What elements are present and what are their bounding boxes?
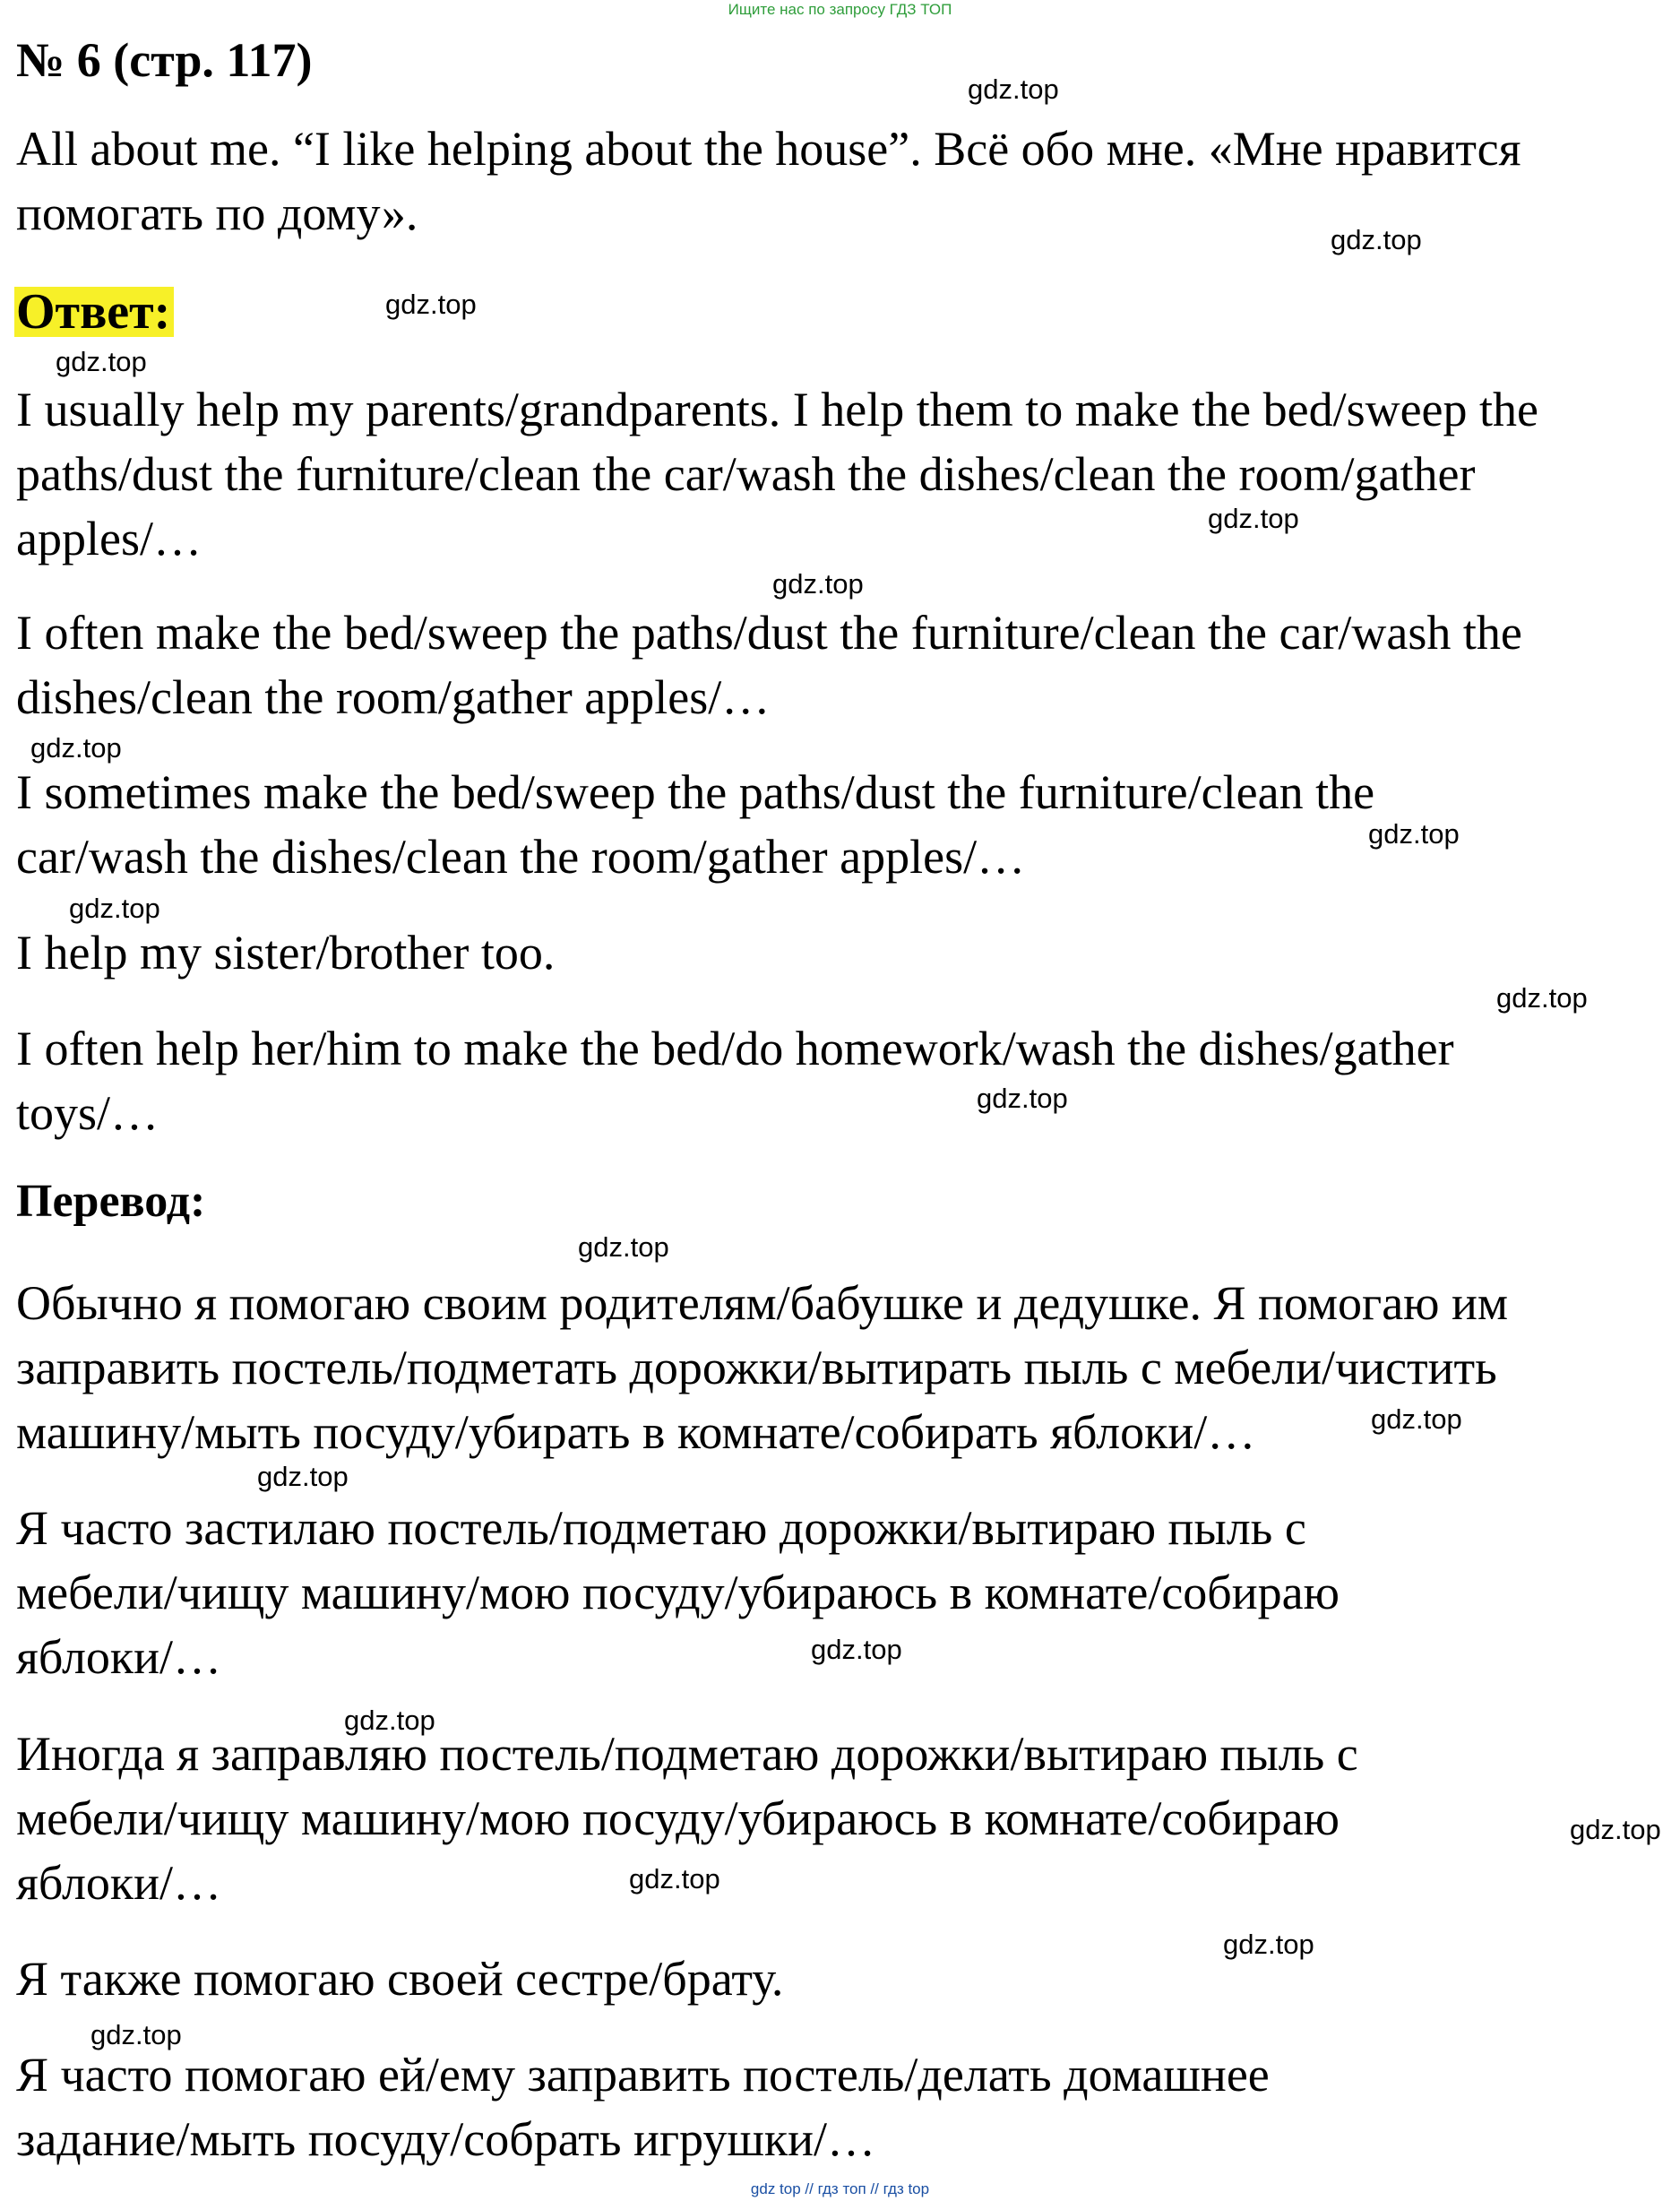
watermark: gdz.top <box>968 73 1059 105</box>
task-text-line: помогать по дому». <box>16 186 418 240</box>
task-text <box>16 117 1674 246</box>
watermark: gdz.top <box>1371 1403 1462 1435</box>
top-banner: Ищите нас по запросу ГДЗ ТОП <box>728 1 952 18</box>
translation-line: яблоки/… <box>16 1856 222 1910</box>
translation-line: Иногда я заправляю постель/подметаю дорожки/вытираю пыль с <box>16 1727 1358 1781</box>
translation-line: Обычно я помогаю своим родителям/бабушке и дедушке. Я помогаю им <box>16 1276 1509 1330</box>
watermark: gdz.top <box>257 1461 349 1492</box>
watermark: gdz.top <box>772 568 864 600</box>
translation-paragraph-4 <box>16 1946 1674 2011</box>
bottom-banner: gdz top // гдз топ // гдз top <box>750 2180 930 2197</box>
answer-line: car/wash the dishes/clean the room/gather apples/… <box>16 830 1026 884</box>
translation-line: задание/мыть посуду/собрать игрушки/… <box>16 2112 876 2166</box>
answer-line: I often help her/him to make the bed/do homework/wash the dishes/gather <box>16 1022 1454 1075</box>
watermark: gdz.top <box>90 2019 182 2050</box>
watermark: gdz.top <box>811 1634 902 1665</box>
watermark: gdz.top <box>1570 1814 1661 1845</box>
watermark: gdz.top <box>1223 1929 1314 1960</box>
watermark: gdz.top <box>977 1083 1068 1114</box>
watermark: gdz.top <box>30 732 122 764</box>
translation-paragraph-1 <box>16 1271 1674 1464</box>
answer-line: apples/… <box>16 512 202 565</box>
watermark: gdz.top <box>1331 224 1422 255</box>
watermark: gdz.top <box>56 346 147 377</box>
translation-line: Я часто помогаю ей/ему заправить постель/делать домашнее <box>16 2048 1270 2102</box>
answer-line: paths/dust the furniture/clean the car/wash the dishes/clean the room/gather <box>16 447 1476 501</box>
task-text-line: All about me. “I like helping about the house”. Всё обо мне. «Мне нравится <box>16 122 1521 176</box>
watermark: gdz.top <box>1368 818 1460 850</box>
answer-line: dishes/clean the room/gather apples/… <box>16 670 771 724</box>
translation-line: Я часто застилаю постель/подметаю дорожки/вытираю пыль с <box>16 1501 1306 1555</box>
answer-paragraph-1 <box>16 377 1674 571</box>
watermark: gdz.top <box>1496 982 1588 1014</box>
answer-line: I usually help my parents/grandparents. I help them to make the bed/sweep the <box>16 383 1538 436</box>
watermark: gdz.top <box>1208 503 1299 534</box>
translation-line: заправить постель/подметать дорожки/вытирать пыль с мебели/чистить <box>16 1341 1497 1394</box>
translation-paragraph-5 <box>16 2042 1674 2171</box>
answer-line: I sometimes make the bed/sweep the paths/dust the furniture/clean the <box>16 765 1375 819</box>
translation-line: машину/мыть посуду/убирать в комнате/собирать яблоки/… <box>16 1405 1256 1459</box>
translation-line: мебели/чищу машину/мою посуду/убираюсь в комнате/собираю <box>16 1566 1340 1619</box>
watermark: gdz.top <box>385 289 477 320</box>
answer-paragraph-5 <box>16 1016 1674 1145</box>
answer-line: toys/… <box>16 1086 159 1140</box>
translation-label: Перевод: <box>16 1176 206 1227</box>
task-title: № 6 (стр. 117) <box>16 33 313 87</box>
answer-label: Ответ: <box>14 287 174 337</box>
watermark: gdz.top <box>629 1863 720 1895</box>
watermark: gdz.top <box>69 893 160 924</box>
answer-line: I help my sister/brother too. <box>16 926 556 980</box>
watermark: gdz.top <box>344 1705 435 1736</box>
translation-line: яблоки/… <box>16 1630 222 1684</box>
answer-line: I often make the bed/sweep the paths/dust the furniture/clean the car/wash the <box>16 606 1522 660</box>
answer-paragraph-4 <box>16 920 1674 985</box>
translation-line: Я также помогаю своей сестре/брату. <box>16 1952 784 2006</box>
answer-paragraph-2 <box>16 600 1674 729</box>
watermark: gdz.top <box>578 1231 669 1263</box>
translation-line: мебели/чищу машину/мою посуду/убираюсь в комнате/собираю <box>16 1791 1340 1845</box>
translation-paragraph-3 <box>16 1722 1674 1915</box>
